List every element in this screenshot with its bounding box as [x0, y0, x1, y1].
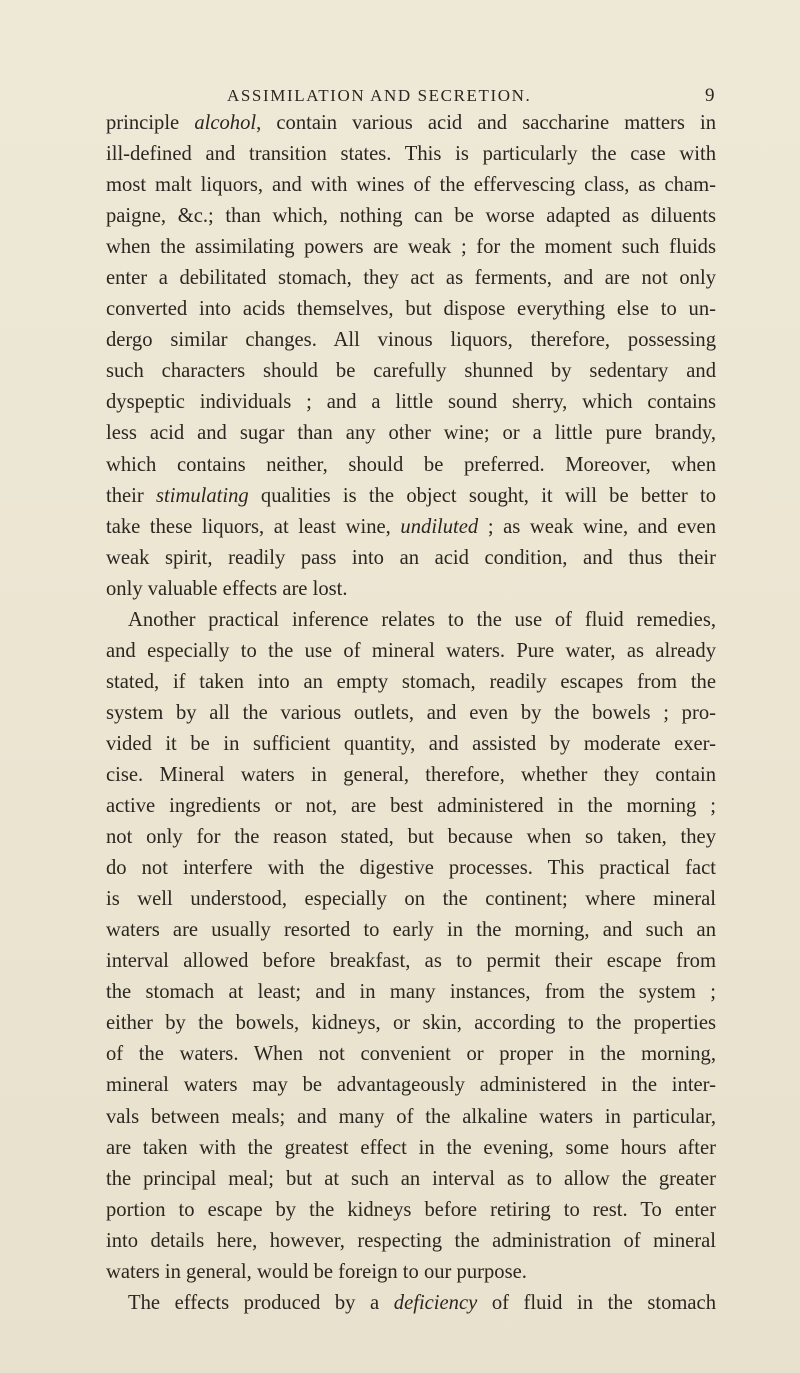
body-text — [106, 108, 716, 1319]
text-run: not only for the reason stated, but because when so taken, they — [106, 826, 716, 849]
text-run: vals between meals; and many of the alkaline waters in particular, — [106, 1105, 716, 1128]
text-run: vided it be in sufficient quantity, and assisted by moderate exer- — [106, 732, 716, 755]
text-line — [106, 853, 716, 884]
running-head — [0, 84, 800, 108]
text-run: is well understood, especially on the continent; where mineral — [106, 888, 716, 911]
text-line — [106, 450, 716, 481]
text-run: of the waters. When not convenient or proper in the morning, — [106, 1043, 716, 1066]
italic-phrase: undiluted — [400, 515, 479, 538]
text-line — [106, 543, 716, 574]
text-line — [106, 698, 716, 729]
italic-phrase: alcohol — [194, 112, 257, 134]
text-line — [106, 574, 716, 605]
text-run: waters in general, would be foreign to our purpose. — [106, 1260, 527, 1283]
text-run: enter a debilitated stomach, they act as ferments, and are not only — [106, 267, 716, 290]
text-line — [106, 760, 716, 791]
text-run: stated, if taken into an empty stomach, readily escapes from the — [106, 670, 716, 693]
text-run: ill-defined and transition states. This is particularly the case with — [106, 143, 716, 166]
text-run: portion to escape by the kidneys before retiring to rest. To enter — [106, 1198, 716, 1221]
text-run: take these liquors, at least wine, — [106, 515, 401, 538]
text-run: when the assimilating powers are weak ; for the moment such fluids — [106, 236, 716, 259]
text-run: the stomach at least; and in many instances, from the system ; — [106, 981, 716, 1004]
text-run: dergo similar changes. All vinous liquors, therefore, possessing — [106, 329, 716, 352]
text-run: , contain various acid and saccharine matters in — [256, 112, 717, 134]
text-line — [106, 977, 716, 1008]
text-line — [106, 170, 716, 201]
text-line — [106, 1195, 716, 1226]
text-line — [106, 108, 716, 139]
text-line — [106, 915, 716, 946]
text-line — [106, 232, 716, 263]
text-run: less acid and sugar than any other wine; or a little pure brandy, — [106, 422, 716, 445]
text-line — [106, 1226, 716, 1257]
text-line — [106, 418, 716, 449]
text-line — [106, 946, 716, 977]
text-run: such characters should be carefully shunned by sedentary and — [106, 360, 716, 383]
italic-phrase: stimulating — [155, 484, 249, 507]
text-run: do not interfere with the digestive processes. This practical fact — [106, 857, 716, 880]
text-line — [106, 387, 716, 418]
text-line — [106, 822, 716, 853]
text-run: active ingredients or not, are best administered in the morning ; — [106, 795, 716, 818]
text-line — [106, 481, 716, 512]
text-run: principle — [106, 112, 195, 134]
text-run: interval allowed before breakfast, as to permit their escape from — [106, 950, 716, 973]
text-line — [106, 1008, 716, 1039]
text-line — [106, 1257, 716, 1288]
page-number: 9 — [705, 85, 715, 106]
text-run: qualities is the object sought, it will be better to — [248, 484, 716, 507]
text-line — [106, 636, 716, 667]
text-run: of fluid in the stomach — [477, 1291, 716, 1314]
text-run: ; as weak wine, and even — [478, 515, 716, 538]
text-line — [106, 512, 716, 543]
text-line — [106, 1039, 716, 1070]
text-run: weak spirit, readily pass into an acid condition, and thus their — [106, 546, 716, 569]
text-run: dyspeptic individuals ; and a little sound sherry, which contains — [106, 391, 716, 414]
text-line — [106, 1288, 716, 1319]
text-run: paigne, &c.; than which, nothing can be worse adapted as diluents — [106, 205, 716, 228]
text-run: waters are usually resorted to early in the morning, and such an — [106, 919, 716, 942]
text-run: Another practical inference relates to the use of fluid remedies, — [128, 608, 716, 631]
text-run: their — [106, 484, 156, 507]
text-line — [106, 729, 716, 760]
running-title: ASSIMILATION AND SECRETION. — [227, 86, 532, 105]
text-run: cise. Mineral waters in general, therefore, whether they contain — [106, 763, 716, 786]
text-line — [106, 139, 716, 170]
text-line — [106, 325, 716, 356]
italic-phrase: deficiency — [393, 1291, 478, 1314]
text-line — [106, 1102, 716, 1133]
text-line — [106, 791, 716, 822]
text-line — [106, 201, 716, 232]
text-line — [106, 1133, 716, 1164]
text-line — [106, 667, 716, 698]
text-line — [106, 356, 716, 387]
text-run: system by all the various outlets, and even by the bowels ; pro- — [106, 701, 716, 724]
text-run: mineral waters may be advantageously administered in the inter- — [106, 1074, 716, 1097]
text-line — [106, 605, 716, 636]
text-run: The effects produced by a — [128, 1291, 394, 1314]
text-run: which contains neither, should be preferred. Moreover, when — [106, 453, 716, 476]
text-line — [106, 884, 716, 915]
text-run: and especially to the use of mineral waters. Pure water, as already — [106, 639, 716, 662]
text-run: into details here, however, respecting the administration of mineral — [106, 1229, 716, 1252]
text-run: most malt liquors, and with wines of the effervescing class, as cham- — [106, 174, 716, 197]
text-line — [106, 1070, 716, 1101]
text-run: either by the bowels, kidneys, or skin, according to the properties — [106, 1012, 716, 1035]
text-run: the principal meal; but at such an interval as to allow the greater — [106, 1167, 716, 1190]
text-run: converted into acids themselves, but dispose everything else to un- — [106, 298, 716, 321]
text-line — [106, 294, 716, 325]
text-run: only valuable effects are lost. — [106, 577, 348, 600]
text-line — [106, 1164, 716, 1195]
text-line — [106, 263, 716, 294]
text-run: are taken with the greatest effect in the evening, some hours after — [106, 1136, 716, 1159]
